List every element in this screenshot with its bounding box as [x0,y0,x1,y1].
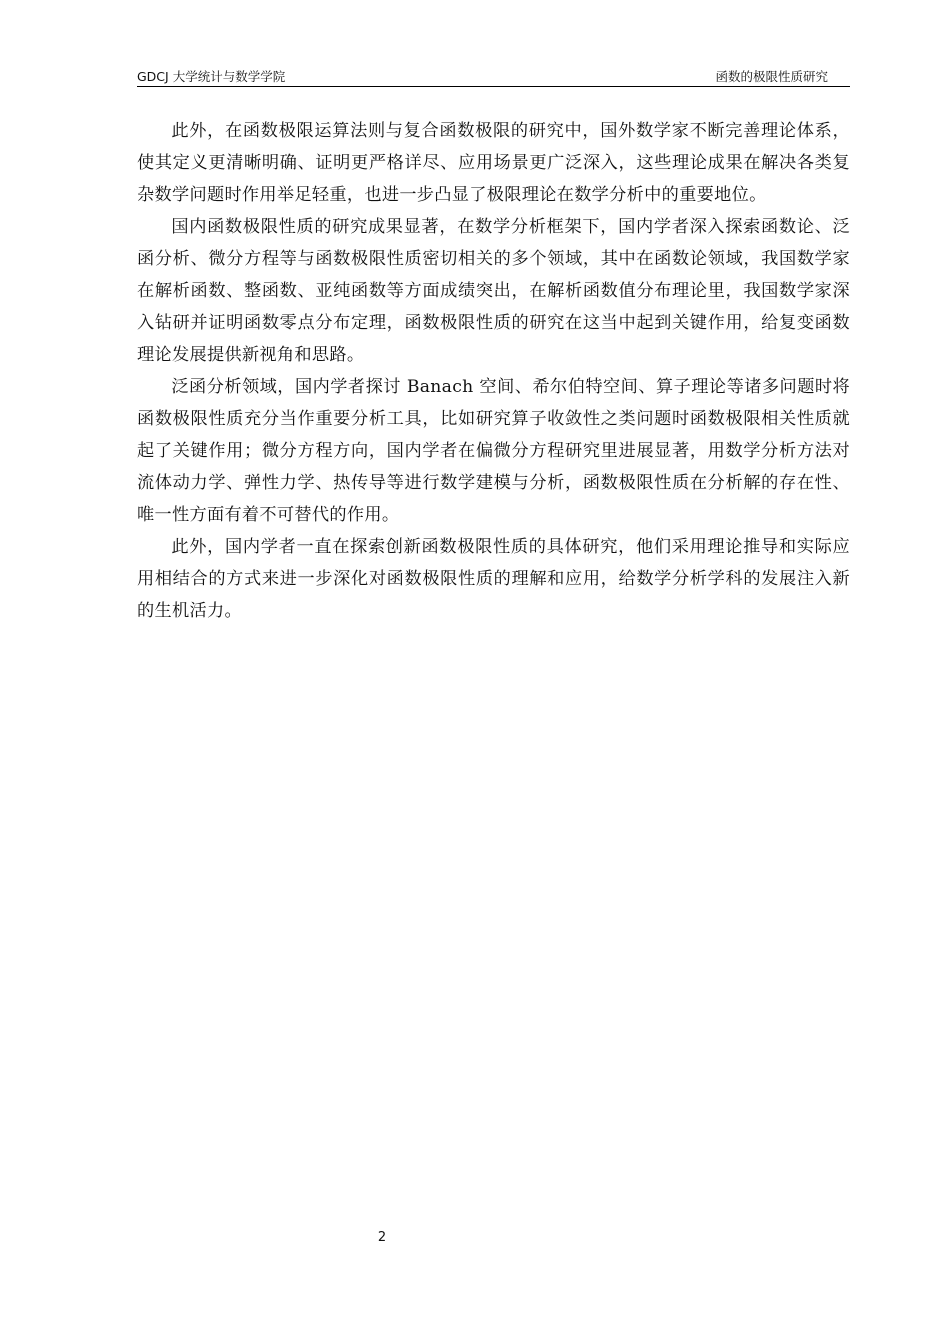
body-text [137,115,850,627]
page-header [137,64,850,87]
header-title: 函数的极限性质研究 [715,69,828,84]
page-number: 2 [377,1230,387,1245]
paragraph-1: 此外，在函数极限运算法则与复合函数极限的研究中，国外数学家不断完善理论体系，使其定义更清晰明确、证明更严格详尽、应用场景更广泛深入，这些理论成果在解决各类复杂数学问题时作用举足轻重，也进一步凸显了极限理论在数学分析中的重要地位。 [137,121,850,205]
header-institution: GDCJ 大学统计与数学学院 [137,69,286,84]
paragraph-3: 泛函分析领域，国内学者探讨 Banach 空间、希尔伯特空间、算子理论等诸多问题时将函数极限性质充分当作重要分析工具，比如研究算子收敛性之类问题时函数极限相关性质就起了关键作用；微分方程方向，国内学者在偏微分方程研究里进展显著，用数学分析方法对流体动力学、弹性力学、热传导等进行数学建模与分析，函数极限性质在分析解的存在性、唯一性方面有着不可替代的作用。 [137,377,850,525]
paragraph-4: 此外，国内学者一直在探索创新函数极限性质的具体研究，他们采用理论推导和实际应用相结合的方式来进一步深化对函数极限性质的理解和应用，给数学分析学科的发展注入新的生机活力。 [137,537,850,621]
paragraph-2: 国内函数极限性质的研究成果显著，在数学分析框架下，国内学者深入探索函数论、泛函分析、微分方程等与函数极限性质密切相关的多个领域，其中在函数论领域，我国数学家在解析函数、整函数、亚纯函数等方面成绩突出，在解析函数值分布理论里，我国数学家深入钻研并证明函数零点分布定理，函数极限性质的研究在这当中起到关键作用，给复变函数理论发展提供新视角和思路。 [137,217,850,365]
